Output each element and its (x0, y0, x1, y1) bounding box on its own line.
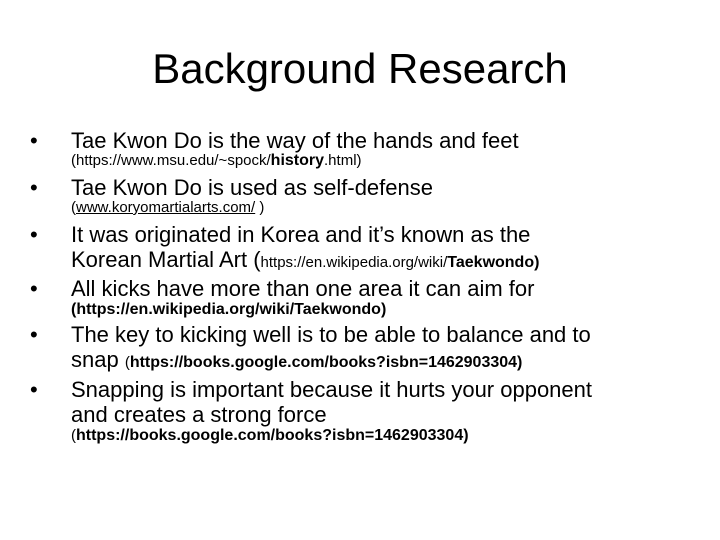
citation-close: ) (255, 199, 265, 216)
bullet-line (71, 247, 711, 275)
bullet-line: All kicks have more than one area it can aim for (71, 276, 535, 301)
citation-bold: https://books.google.com/books?isbn=1462903304) (76, 427, 469, 444)
citation-open: (https://www.msu.edu/~spock/ (71, 152, 271, 169)
citation-open: ( (71, 427, 76, 444)
citation: (https://en.wikipedia.org/wiki/Taekwondo) (71, 301, 387, 318)
bullet-marker: • (30, 276, 38, 301)
citation-close: .html) (324, 152, 362, 169)
bullet-text (71, 222, 711, 275)
bullet-line (71, 347, 711, 375)
citation (71, 151, 711, 171)
bullet-marker: • (30, 175, 38, 200)
bullet-marker: • (30, 377, 38, 402)
bullet-line-text: snap (71, 347, 125, 372)
citation-bold: history (270, 152, 325, 169)
bullet-line-text: Korean Martial Art ( (71, 247, 261, 272)
citation-open: ( (71, 199, 76, 216)
bullet-text (71, 322, 711, 375)
bullet-line: It was originated in Korea and it’s known as the (71, 222, 531, 247)
citation-open: https://en.wikipedia.org/wiki/ (260, 254, 448, 271)
citation-link[interactable]: www.koryomartialarts.com/ (76, 199, 256, 216)
bullet-line: The key to kicking well is to be able to balance and to (71, 322, 591, 347)
bullet-marker: • (30, 322, 38, 347)
bullet-text (71, 276, 711, 320)
bullet-line: Tae Kwon Do is the way of the hands and feet (71, 128, 519, 153)
bullet-text (71, 377, 711, 446)
citation-open: ( (124, 354, 130, 371)
citation (71, 426, 711, 446)
citation-bold: Taekwondo) (447, 254, 540, 271)
bullet-marker: • (30, 222, 38, 247)
bullet-line: and creates a strong force (71, 402, 327, 427)
citation (71, 198, 711, 218)
bullet-marker: • (30, 128, 38, 153)
slide-title: Background Research (152, 45, 568, 92)
bullet-line: Snapping is important because it hurts your opponent (71, 377, 592, 402)
citation-bold: https://books.google.com/books?isbn=1462903304) (129, 354, 523, 371)
bullet-text (71, 128, 711, 171)
bullet-text (71, 175, 711, 218)
bullet-line: Tae Kwon Do is used as self-defense (71, 175, 433, 200)
